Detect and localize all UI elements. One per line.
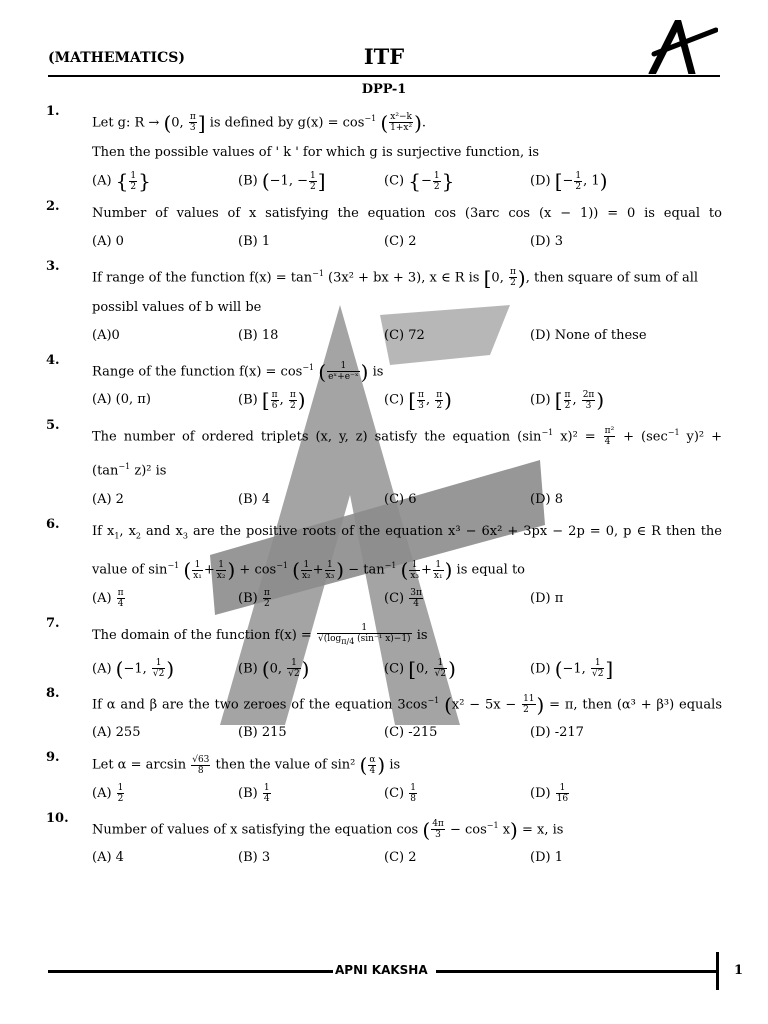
option-a[interactable]: (A) 4 [92, 850, 124, 866]
dpp-label: DPP-1 [361, 82, 407, 97]
question-6 [46, 517, 722, 616]
question-text: Number of values of x satisfying the equation cos ( $\frac{4\pi}{3}$ − $\cos^{-1} x) = x$, is [92, 817, 564, 842]
question-4 [46, 353, 722, 418]
option-d[interactable]: (D) 3 [530, 233, 563, 249]
question-1 [46, 104, 722, 199]
footer-brand: APNI KAKSHA [335, 963, 428, 977]
question-text: If range of the function $f(x) = \tan^{-1} (3x^2$ + bx + 3), x ∈ R is [0, $\frac{\pi}{2}$ ), then square of sum of all [92, 265, 699, 290]
question-text: value of $\sin^{-1}$ ( $\frac{1}{\text{x₁}}$ + $\frac{1}{\text{x₂}}$ ) + $\cos^{-1}$ ( $\frac{1}{\text{x₂}}$ + $\frac{1}{\text{x₃}}$ ) − $\tan^{-1}$ ( $\frac{1}{\text{x₃}}$ + $\frac{1}{\text{x₁}}$ ) is equal to [92, 558, 525, 583]
brand-logo [638, 20, 718, 74]
question-text: Let α = arcsin $\frac{√63}{8}$ then the value of sin² ( $\frac{\alpha}{4}$ ) is [92, 753, 401, 778]
question-text: Let g: R → (0, $\frac{\pi}{3}$ ] is defined by $g(x) = \cos^{-1}$ ( $\frac{\text{x²−k}}{\text{1+x²}}$ ). [92, 110, 427, 135]
question-8 [46, 686, 722, 750]
option-c[interactable]: (C) 72 [384, 328, 425, 344]
question-text: The domain of the function f(x) = $\frac{1}{√(\log_{\pi/4} (\sin^{-1} x)-1)}$ is [92, 623, 428, 646]
option-c[interactable]: (C) $\frac{3\pi}{4}$ [384, 587, 422, 609]
option-a[interactable]: (A) 0 [92, 233, 124, 249]
option-a[interactable]: (A) $\frac{\pi}{4}$ [92, 587, 124, 609]
subject-label: (MATHEMATICS) [48, 50, 185, 66]
option-c[interactable]: (C) 2 [384, 233, 417, 249]
option-b[interactable]: (B) 4 [238, 491, 271, 507]
question-list [46, 104, 722, 875]
footer-divider [716, 952, 719, 990]
option-c[interactable]: (C) [ $\frac{\pi}{3}$ , $\frac{\pi}{2}$ ) [384, 388, 452, 413]
question-text: Number of values of x satisfying the equation cos (3arc cos (x − 1)) = 0 is equal to [92, 205, 722, 221]
question-number: 5. [46, 417, 60, 433]
question-number: 8. [46, 686, 60, 702]
option-c[interactable]: (C) 2 [384, 850, 417, 866]
option-b[interactable]: (B) (−1, − $\frac{1}{2}$ ] [238, 169, 326, 194]
page-header [48, 44, 720, 76]
option-b[interactable]: (B) 3 [238, 850, 271, 866]
option-a[interactable]: (A) (−1, $\frac{1}{√2}$ ) [92, 656, 175, 681]
option-d[interactable]: (D) 8 [530, 491, 563, 507]
option-d[interactable]: (D) $\frac{1}{16}$ [530, 782, 569, 804]
option-b[interactable]: (B) (0, $\frac{1}{√2}$ ) [238, 656, 310, 681]
option-d[interactable]: (D) -217 [530, 725, 584, 741]
option-b[interactable]: (B) 215 [238, 725, 287, 741]
question-number: 6. [46, 516, 60, 532]
question-9 [46, 750, 722, 811]
option-a[interactable]: (A) 2 [92, 491, 124, 507]
question-text: Then the possible values of ' k ' for which g is surjective function, is [92, 145, 540, 161]
question-text: possibl values of b will be [92, 300, 262, 316]
question-number: 3. [46, 258, 60, 274]
option-b[interactable]: (B) [ $\frac{\pi}{6}$ , $\frac{\pi}{2}$ ) [238, 388, 306, 413]
option-b[interactable]: (B) $\frac{1}{4}$ [238, 782, 270, 804]
question-number: 9. [46, 750, 60, 766]
option-a[interactable]: (A) { $\frac{1}{2}$ } [92, 169, 151, 194]
option-a[interactable]: (A) 255 [92, 725, 141, 741]
footer-rule-left [48, 970, 333, 973]
question-3 [46, 259, 722, 353]
option-a[interactable]: (A) (0, π) [92, 392, 151, 408]
question-number: 4. [46, 353, 60, 369]
question-7 [46, 616, 722, 687]
question-text: If α and β are the two zeroes of the equation $3\cos^{-1}$ (x² − 5x − $\frac{11}{2}$ ) = π, then (α³ + β³) equals [92, 692, 723, 717]
option-d[interactable]: (D) (−1, $\frac{1}{√2}$ ] [530, 656, 614, 681]
option-d[interactable]: (D) None of these [530, 328, 647, 344]
question-number: 10. [46, 810, 69, 826]
option-d[interactable]: (D) [− $\frac{1}{2}$ , 1) [530, 169, 608, 194]
question-5 [46, 418, 722, 517]
option-d[interactable]: (D) 1 [530, 850, 563, 866]
option-c[interactable]: (C) [0, $\frac{1}{√2}$ ) [384, 656, 456, 681]
question-number: 2. [46, 198, 60, 214]
option-d[interactable]: (D) π [530, 590, 564, 606]
footer-rule-right [436, 970, 718, 973]
question-number: 7. [46, 615, 60, 631]
header-rule [48, 75, 720, 77]
question-2 [46, 199, 722, 259]
page-title: ITF [363, 44, 405, 69]
question-text: If $x_1$, $x_2$ and $x_3$ are the positive roots of the equation x³ − 6x² + 3px − 2p = 0, p ∈ R then the [92, 523, 722, 541]
option-c[interactable]: (C) $\frac{1}{8}$ [384, 782, 416, 804]
option-b[interactable]: (B) $\frac{\pi}{2}$ [238, 587, 270, 609]
option-b[interactable]: (B) 1 [238, 233, 271, 249]
page-number: 1 [734, 963, 744, 978]
option-d[interactable]: (D) [ $\frac{\pi}{2}$ , $\frac{2\pi}{3}$ ) [530, 388, 605, 413]
question-text: ($\tan^{-1}$ z)² is [92, 462, 167, 479]
option-c[interactable]: (C) -215 [384, 725, 438, 741]
question-10 [46, 811, 722, 875]
question-text: The number of ordered triplets (x, y, z) satisfy the equation ($\sin^{-1}$ x)² = $\frac{\text{π²}}{4}$ + ($\sec^{-1}$ y)² + [92, 426, 723, 448]
option-a[interactable]: (A) $\frac{1}{2}$ [92, 782, 124, 804]
option-c[interactable]: (C) {− $\frac{1}{2}$ } [384, 169, 455, 194]
question-number: 1. [46, 104, 60, 119]
option-c[interactable]: (C) 6 [384, 491, 417, 507]
question-text: Range of the function $f(x) = \cos^{-1}$ ( $\frac{1}{\text{eˣ+e⁻ˣ}}$ ) is [92, 359, 384, 384]
option-a[interactable]: (A)0 [92, 328, 120, 344]
option-b[interactable]: (B) 18 [238, 328, 279, 344]
